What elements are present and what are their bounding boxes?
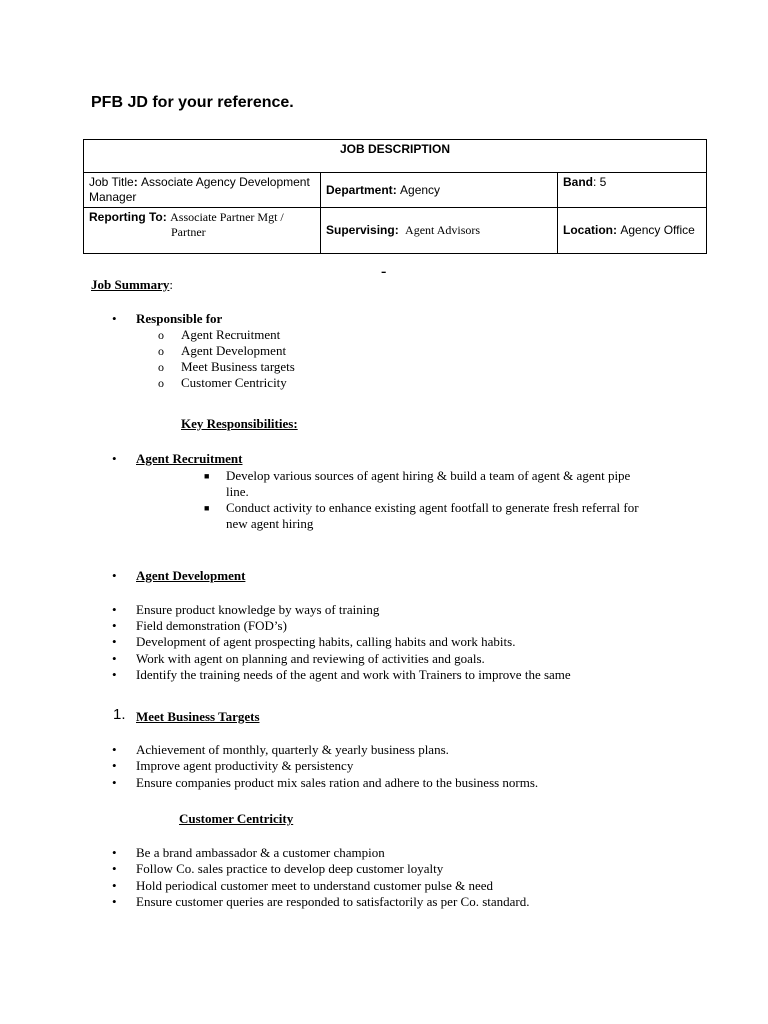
circle-bullet-icon: o bbox=[158, 376, 164, 390]
business-target-item: Improve agent productivity & persistency bbox=[136, 758, 354, 773]
business-target-item: Achievement of monthly, quarterly & yearly business plans. bbox=[136, 742, 449, 757]
bullet-icon: • bbox=[112, 651, 117, 666]
bullet-icon: • bbox=[112, 568, 117, 583]
circle-bullet-icon: o bbox=[158, 344, 164, 358]
responsible-item: Meet Business targets bbox=[181, 359, 295, 374]
development-item: Field demonstration (FOD’s) bbox=[136, 618, 287, 633]
reporting-value-line2: Partner bbox=[171, 225, 206, 239]
supervising-cell: Supervising: Agent Advisors bbox=[321, 208, 558, 254]
bullet-icon: • bbox=[112, 758, 117, 773]
job-title-value: Associate Agency Development Manager bbox=[89, 175, 310, 204]
bullet-icon: • bbox=[112, 845, 117, 860]
supervising-value: Agent Advisors bbox=[405, 223, 481, 237]
bullet-icon: • bbox=[112, 667, 117, 682]
recruitment-item-line: new agent hiring bbox=[226, 516, 314, 531]
bullet-icon: • bbox=[112, 634, 117, 649]
section-number: 1. bbox=[113, 706, 126, 723]
bullet-icon: • bbox=[112, 311, 117, 326]
key-responsibilities-heading: Key Responsibilities: bbox=[181, 416, 298, 431]
responsible-item: Agent Development bbox=[181, 343, 287, 358]
band-label: Band bbox=[563, 175, 593, 189]
customer-item: Be a brand ambassador & a customer champion bbox=[136, 845, 385, 860]
reporting-cell: Reporting To: Associate Partner Mgt / Partner bbox=[84, 208, 321, 254]
job-summary-heading: Job Summary: bbox=[91, 277, 173, 292]
square-bullet-icon: ■ bbox=[204, 503, 210, 513]
bullet-icon: • bbox=[112, 602, 117, 617]
customer-centricity-heading: Customer Centricity bbox=[179, 811, 294, 826]
bullet-icon: • bbox=[112, 451, 117, 466]
reporting-label: Reporting To bbox=[89, 210, 163, 224]
responsible-item: Agent Recruitment bbox=[181, 327, 281, 342]
dash-mark: - bbox=[381, 263, 387, 280]
page-heading: PFB JD for your reference. bbox=[91, 94, 294, 111]
recruitment-item-line: Develop various sources of agent hiring & build a team of agent & agent pipe bbox=[226, 468, 631, 483]
responsible-item: Customer Centricity bbox=[181, 375, 287, 390]
band-cell: Band: 5 bbox=[558, 173, 707, 208]
development-item: Ensure product knowledge by ways of training bbox=[136, 602, 380, 617]
bullet-icon: • bbox=[112, 861, 117, 876]
development-item: Identify the training needs of the agent and work with Trainers to improve the same bbox=[136, 667, 571, 682]
bullet-icon: • bbox=[112, 618, 117, 633]
location-cell: Location: Agency Office bbox=[558, 208, 707, 254]
bullet-icon: • bbox=[112, 742, 117, 757]
department-value: Agency bbox=[400, 182, 441, 197]
department-label: Department bbox=[326, 182, 393, 197]
customer-item: Ensure customer queries are responded to satisfactorily as per Co. standard. bbox=[136, 894, 530, 909]
development-item: Development of agent prospecting habits, calling habits and work habits. bbox=[136, 634, 516, 649]
bullet-icon: • bbox=[112, 775, 117, 790]
reporting-value-line1: Associate Partner Mgt / bbox=[170, 210, 284, 224]
customer-item: Follow Co. sales practice to develop deep customer loyalty bbox=[136, 861, 444, 876]
supervising-label: Supervising bbox=[326, 223, 395, 237]
location-value: Agency Office bbox=[620, 223, 695, 237]
job-description-table bbox=[83, 139, 707, 254]
business-targets-heading: Meet Business Targets bbox=[136, 709, 260, 724]
square-bullet-icon: ■ bbox=[204, 471, 210, 481]
customer-item: Hold periodical customer meet to understand customer pulse & need bbox=[136, 878, 494, 893]
recruitment-item-line: line. bbox=[226, 484, 249, 499]
circle-bullet-icon: o bbox=[158, 360, 164, 374]
recruitment-item-line: Conduct activity to enhance existing agent footfall to generate fresh referral for bbox=[226, 500, 639, 515]
band-value: 5 bbox=[599, 175, 607, 189]
job-title-cell: Job Title: Associate Agency Development Manager bbox=[84, 173, 321, 208]
agent-recruitment-heading: Agent Recruitment bbox=[136, 451, 243, 466]
job-title-label: Job Title bbox=[89, 175, 134, 189]
responsible-for-label: Responsible for bbox=[136, 311, 223, 326]
table-title: JOB DESCRIPTION bbox=[84, 140, 707, 173]
bullet-icon: • bbox=[112, 878, 117, 893]
department-cell: Department: Agency bbox=[321, 173, 558, 208]
development-item: Work with agent on planning and reviewing of activities and goals. bbox=[136, 651, 485, 666]
location-label: Location bbox=[563, 223, 613, 237]
circle-bullet-icon: o bbox=[158, 328, 164, 342]
agent-development-heading: Agent Development bbox=[136, 568, 246, 583]
bullet-icon: • bbox=[112, 894, 117, 909]
business-target-item: Ensure companies product mix sales ration and adhere to the business norms. bbox=[136, 775, 539, 790]
